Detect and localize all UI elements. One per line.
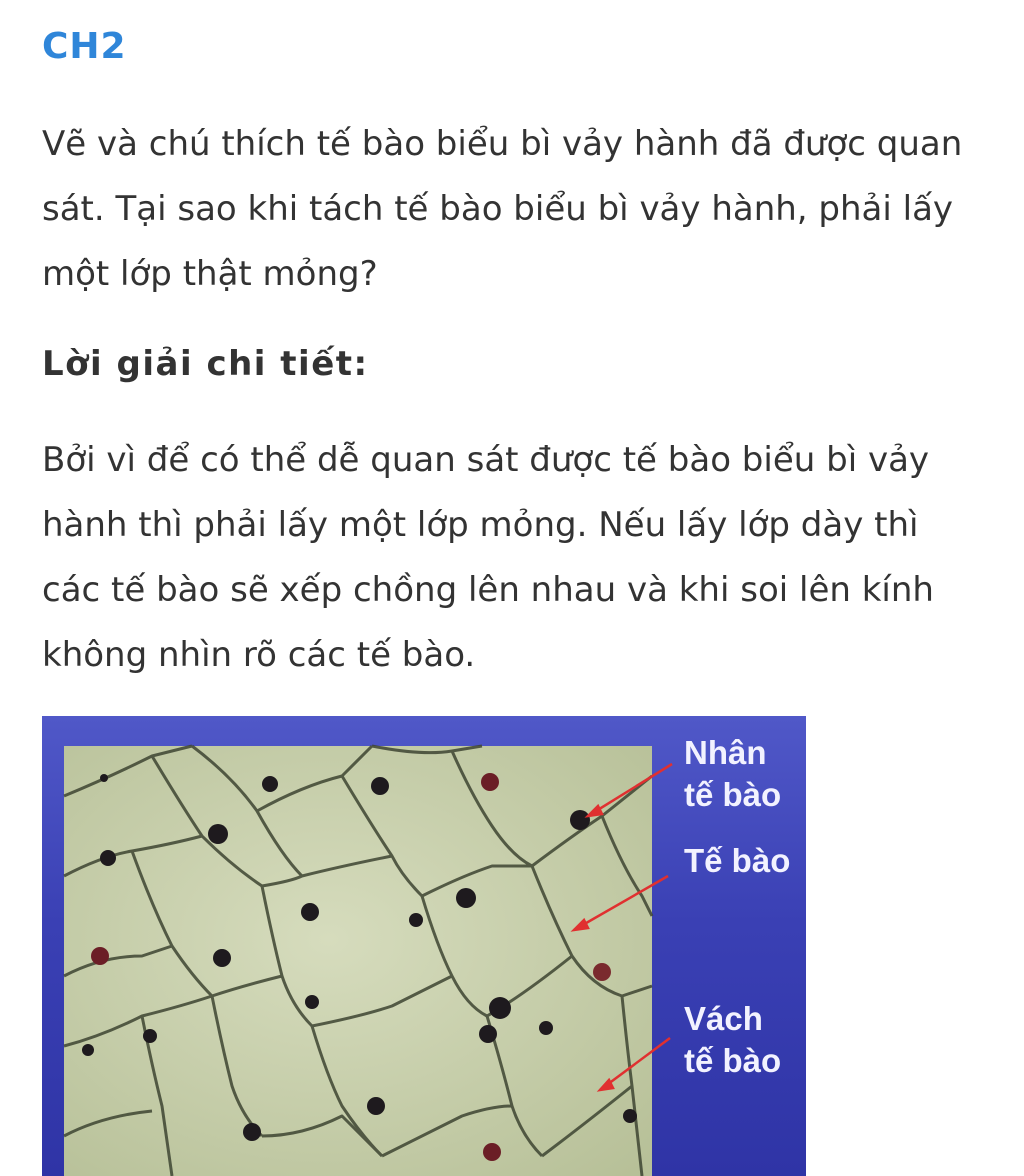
cell-nucleus <box>243 1123 261 1141</box>
cell-nucleus <box>305 995 319 1009</box>
label-cell-wall: Vách tế bào <box>684 1000 782 1079</box>
cell-nucleus <box>593 963 611 981</box>
answer-heading: Lời giải chi tiết: <box>42 344 369 384</box>
cell-nucleus <box>489 997 511 1019</box>
cell-nucleus <box>456 888 476 908</box>
cell-nucleus <box>483 1143 501 1161</box>
cell-nucleus <box>623 1109 637 1123</box>
cell-nucleus <box>213 949 231 967</box>
cell-nucleus <box>301 903 319 921</box>
cell-nucleus <box>208 824 228 844</box>
cell-nucleus <box>570 810 590 830</box>
cell-nucleus <box>481 773 499 791</box>
answer-text: Bởi vì để có thể dễ quan sát được tế bào biểu bì vảy hành thì phải lấy một lớp mỏng. Nếu lấy lớp dày thì các tế bào sẽ xếp chồng lên nhau và khi soi lên kính không nhìn rõ các tế bào. <box>42 440 934 675</box>
cell-nucleus <box>262 776 278 792</box>
cell-nucleus <box>367 1097 385 1115</box>
cell-nucleus <box>371 777 389 795</box>
cell-nucleus <box>409 913 423 927</box>
cell-nucleus <box>82 1044 94 1056</box>
cell-nucleus <box>100 850 116 866</box>
cell-nucleus <box>100 774 108 782</box>
onion-cell-figure <box>42 716 806 1176</box>
cell-nucleus <box>143 1029 157 1043</box>
label-cell: Tế bào <box>684 842 791 879</box>
question-text: Vẽ và chú thích tế bào biểu bì vảy hành đã được quan sát. Tại sao khi tách tế bào biểu bì vảy hành, phải lấy một lớp thật mỏng? <box>42 124 963 294</box>
section-heading: CH2 <box>42 26 127 67</box>
cell-nucleus <box>479 1025 497 1043</box>
cell-nucleus <box>539 1021 553 1035</box>
cell-nucleus <box>91 947 109 965</box>
label-nucleus: Nhân tế bào <box>684 734 782 813</box>
